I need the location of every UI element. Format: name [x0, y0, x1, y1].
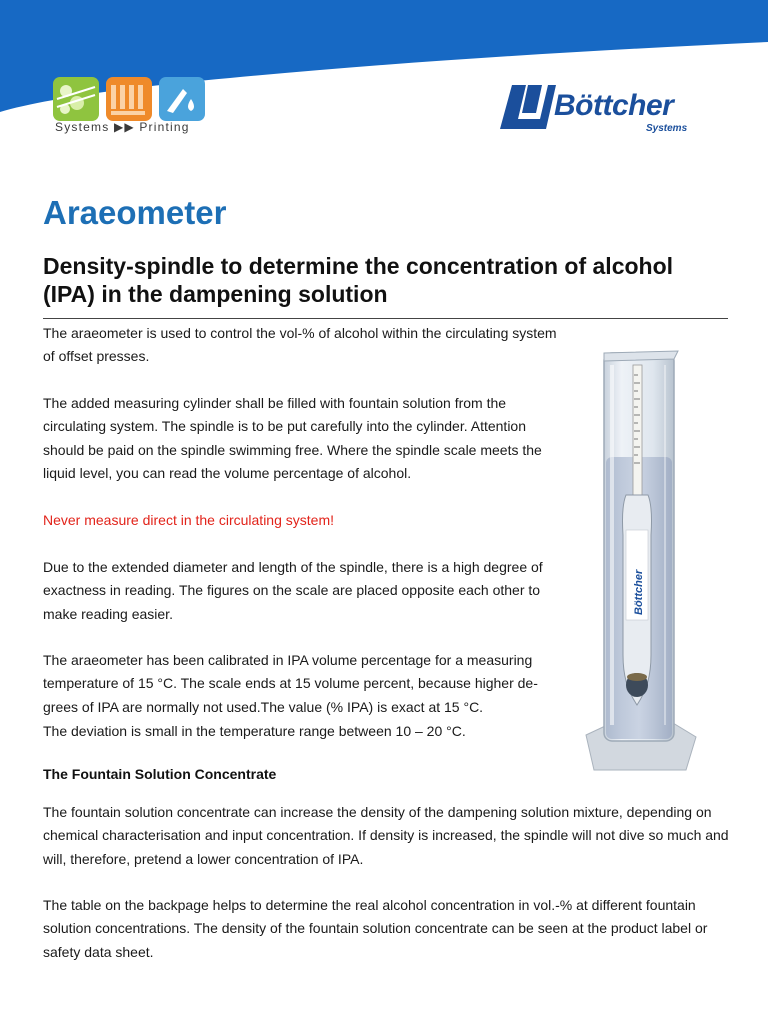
cylinder-brand-label: Böttcher: [633, 569, 645, 615]
boettcher-logo: [500, 83, 715, 139]
usage-paragraph: The added measuring cylinder shall be filled with fountain solution from the circulating system. The spindle is to be put carefully into the cylinder. Attention should be paid on the spindle swimming free. Where the spindle scale meets the liquid level, you can read the volume percentage of alcohol.: [43, 395, 542, 481]
brand-sub: Systems: [646, 123, 688, 134]
page-subtitle: Density-spindle to determine the concentration of alcohol (IPA) in the dampening solution: [43, 253, 674, 307]
section-heading: The Fountain Solution Concentrate: [43, 766, 277, 782]
concentrate-paragraph: The fountain solution concentrate can increase the density of the dampening solution mixture, depending on chemical characterisation and input concentration. If density is increased, the spindle will not dive so much and will, therefore, pretend a lower concentration of IPA.: [43, 804, 729, 867]
deviation-paragraph: The deviation is small in the temperature range between 10 – 20 °C.: [43, 723, 466, 739]
brand-wordmark: Böttcher: [554, 89, 674, 122]
logo-tagline: Systems ▶▶ Printing: [55, 120, 190, 134]
table-note-paragraph: The table on the backpage helps to determine the real alcohol concentration in vol.-% at different fountain solution concentrations. The density of the fountain solution concentrate can be seen at the product label or safety data sheet.: [43, 897, 708, 960]
warning-text: Never measure direct in the circulating system!: [43, 512, 334, 528]
measuring-cylinder-image: [578, 345, 703, 775]
boettcher-emblem-icon: [500, 83, 556, 133]
exactness-paragraph: Due to the extended diameter and length of the spindle, there is a high degree of exactness in reading. The figures on the scale are placed opposite each other to make reading easier.: [43, 559, 543, 622]
page-title: Araeometer: [43, 194, 227, 231]
intro-paragraph: The araeometer is used to control the vol-% of alcohol within the circulating system of offset presses.: [43, 325, 557, 365]
calibration-paragraph: The araeometer has been calibrated in IPA volume percentage for a measuring temperature of 15 °C. The scale ends at 15 volume percent, because higher de-grees of IPA are normally not used.The value (% IPA) is exact at 15 °C.: [43, 652, 538, 715]
systems-printing-logo: [53, 77, 213, 137]
title-divider: [43, 318, 728, 319]
logo-tiles-icon: [53, 77, 205, 122]
